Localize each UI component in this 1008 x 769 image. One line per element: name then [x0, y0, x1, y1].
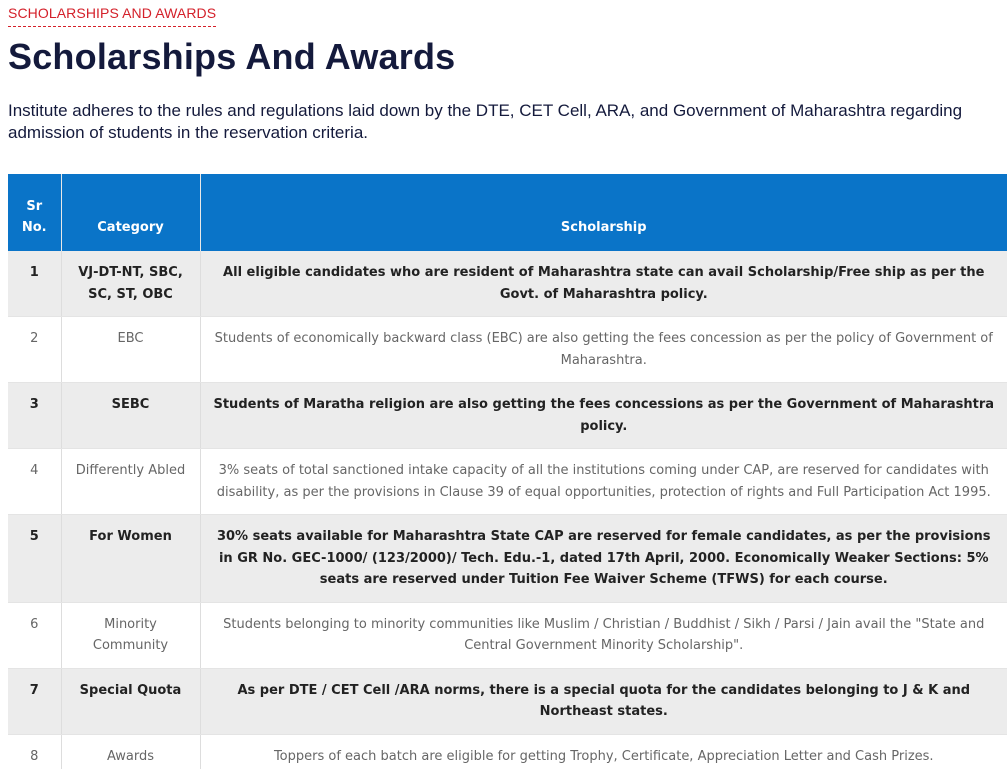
- row-scholarship: 3% seats of total sanctioned intake capacity of all the institutions coming under CAP, are reserved for candidates with disability, as per the provisions in Clause 39 of equal opportunities, protection of rights and Full Participation Act 1995.: [200, 449, 1007, 515]
- row-sr-no: 4: [8, 449, 61, 515]
- row-scholarship: Students of economically backward class (EBC) are also getting the fees concession as per the policy of Government of Maharashtra.: [200, 317, 1007, 383]
- table-row: [8, 317, 1007, 383]
- table-row: [8, 251, 1007, 317]
- row-category: For Women: [61, 515, 200, 603]
- header-scholarship: Scholarship: [200, 174, 1007, 251]
- row-sr-no: 6: [8, 602, 61, 668]
- table-row: [8, 602, 1007, 668]
- row-scholarship: Students belonging to minority communities like Muslim / Christian / Buddhist / Sikh / Parsi / Jain avail the "State and Central Government Minority Scholarship".: [200, 602, 1007, 668]
- row-sr-no: 5: [8, 515, 61, 603]
- table-header-row: [8, 174, 1007, 251]
- row-category: Special Quota: [61, 668, 200, 734]
- table-row: [8, 515, 1007, 603]
- breadcrumb[interactable]: SCHOLARSHIPS AND AWARDS: [8, 5, 216, 27]
- table-row: [8, 449, 1007, 515]
- row-category: Differently Abled: [61, 449, 200, 515]
- row-scholarship: 30% seats available for Maharashtra State CAP are reserved for female candidates, as per the provisions in GR No. GEC-1000/ (123/2000)/ Tech. Edu.-1, dated 17th April, 2000. Economically Weaker Sections: 5% seats are reserved under Tuition Fee Waiver Scheme (TFWS) for each course.: [200, 515, 1007, 603]
- row-sr-no: 7: [8, 668, 61, 734]
- header-category: Category: [61, 174, 200, 251]
- row-category: Awards: [61, 734, 200, 769]
- table-row: [8, 383, 1007, 449]
- intro-text: Institute adheres to the rules and regulations laid down by the DTE, CET Cell, ARA, and Government of Maharashtra regarding admission of students in the reservation criteria.: [8, 101, 963, 142]
- row-sr-no: 2: [8, 317, 61, 383]
- row-scholarship: As per DTE / CET Cell /ARA norms, there is a special quota for the candidates belonging to J & K and Northeast states.: [200, 668, 1007, 734]
- page-title: Scholarships And Awards: [8, 36, 456, 77]
- row-sr-no: 8: [8, 734, 61, 769]
- scholarship-table: [8, 174, 1007, 769]
- row-category: SEBC: [61, 383, 200, 449]
- row-scholarship: Students of Maratha religion are also getting the fees concessions as per the Government of Maharashtra policy.: [200, 383, 1007, 449]
- row-sr-no: 3: [8, 383, 61, 449]
- scholarship-table-container: [8, 174, 1007, 769]
- row-category: VJ-DT-NT, SBC, SC, ST, OBC: [61, 251, 200, 317]
- row-scholarship: Toppers of each batch are eligible for getting Trophy, Certificate, Appreciation Letter and Cash Prizes.: [200, 734, 1007, 769]
- header-sr-no: Sr No.: [8, 174, 61, 251]
- row-category: Minority Community: [61, 602, 200, 668]
- row-scholarship: All eligible candidates who are resident of Maharashtra state can avail Scholarship/Free ship as per the Govt. of Maharashtra policy.: [200, 251, 1007, 317]
- row-category: EBC: [61, 317, 200, 383]
- table-row: [8, 668, 1007, 734]
- table-row: [8, 734, 1007, 769]
- row-sr-no: 1: [8, 251, 61, 317]
